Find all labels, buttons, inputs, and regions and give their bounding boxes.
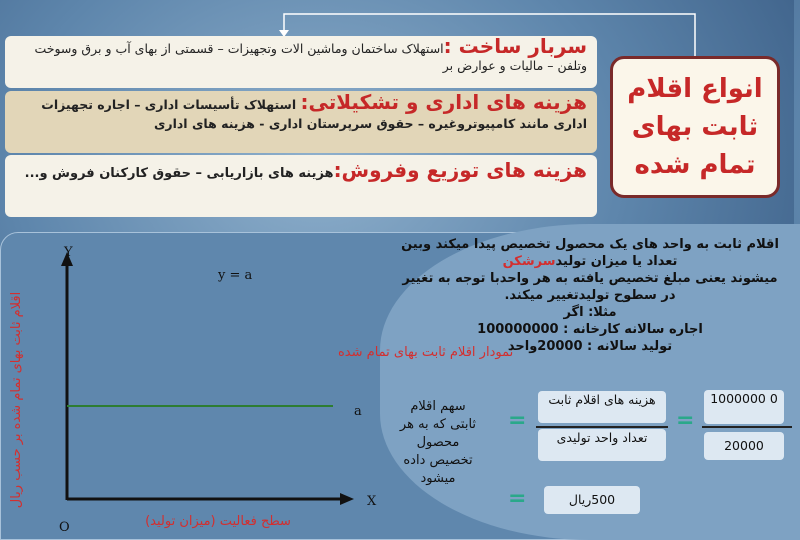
num-value-box: 1000000 0 xyxy=(704,390,784,424)
numerator-box: هزینه های اقلام ثابت xyxy=(538,391,666,423)
fraction-line-2 xyxy=(702,426,792,428)
types-line-1: انواع اقلام xyxy=(627,74,763,104)
overhead-heading: سربار ساخت : xyxy=(443,34,587,58)
info-text xyxy=(400,236,780,355)
y-axis-label: Y xyxy=(64,245,73,260)
types-line-2: ثابت بهای xyxy=(631,112,759,142)
share-label: سهم اقلام ثابتی که به هر محصول تخصیص داده میشود xyxy=(399,399,477,486)
info-p1: اقلام ثابت به واحد های یک محصول تخصیص پیدا میکند وبین تعداد یا میزان تولید xyxy=(401,237,779,269)
y-title: اقلام ثابت بهای تمام شده بر حسب ریال xyxy=(9,291,24,509)
denominator-box: تعداد واحد تولیدی xyxy=(538,429,666,461)
types-line-3: تمام شده xyxy=(634,150,756,180)
info-example: مثلا: اگر xyxy=(563,305,617,320)
eq-sign-3: = xyxy=(508,486,527,511)
equation-label: y = a xyxy=(218,268,253,283)
sales-text: هزینه های بازاریابی – حقوق کارکنان فروش و... xyxy=(24,166,334,181)
x-axis-label: X xyxy=(367,494,377,509)
origin-label: O xyxy=(59,520,70,535)
admin-heading: هزینه های اداری و تشکیلاتی: xyxy=(300,90,587,114)
info-p1-red: سرشکن xyxy=(502,254,556,269)
overhead-box xyxy=(5,36,597,88)
info-p2: میشوند یعنی مبلغ تخصیص یافته به هر واحدبا توجه به تغییر در سطوح تولیدتغییر میکند. xyxy=(402,271,778,303)
sales-box xyxy=(5,155,597,217)
eq-sign-1: = xyxy=(508,408,527,433)
a-label: a xyxy=(354,404,362,419)
x-axis-arrow xyxy=(340,493,354,505)
series-label: نمودار اقلام ثابت بهای تمام شده xyxy=(338,345,514,360)
fraction-line-1 xyxy=(536,426,668,428)
info-production: تولید سالانه : 20000واحد xyxy=(507,339,673,354)
den-value-box: 20000 xyxy=(704,432,784,460)
info-rent: اجاره سالانه کارخانه : 100000000 xyxy=(477,322,703,337)
fixed-cost-types-box xyxy=(610,56,780,198)
result-box: 500ریال xyxy=(544,486,640,514)
eq-sign-2: = xyxy=(676,408,695,433)
x-title: سطح فعالیت (میزان تولید) xyxy=(145,514,291,529)
admin-box xyxy=(5,91,597,153)
admin-text: استهلاک تأسیسات اداری – اجاره تجهیزات اداری مانند کامپیوتروغیره – حقوق سرپرستان اداری - هزینه های اداری xyxy=(41,97,587,131)
sales-heading: هزینه های توزیع وفروش: xyxy=(333,158,587,182)
overhead-text: استهلاک ساختمان وماشین الات وتجهیزات – قسمتی از بهای آب و برق وسوخت وتلفن – مالیات و عوارض بر xyxy=(34,41,587,73)
